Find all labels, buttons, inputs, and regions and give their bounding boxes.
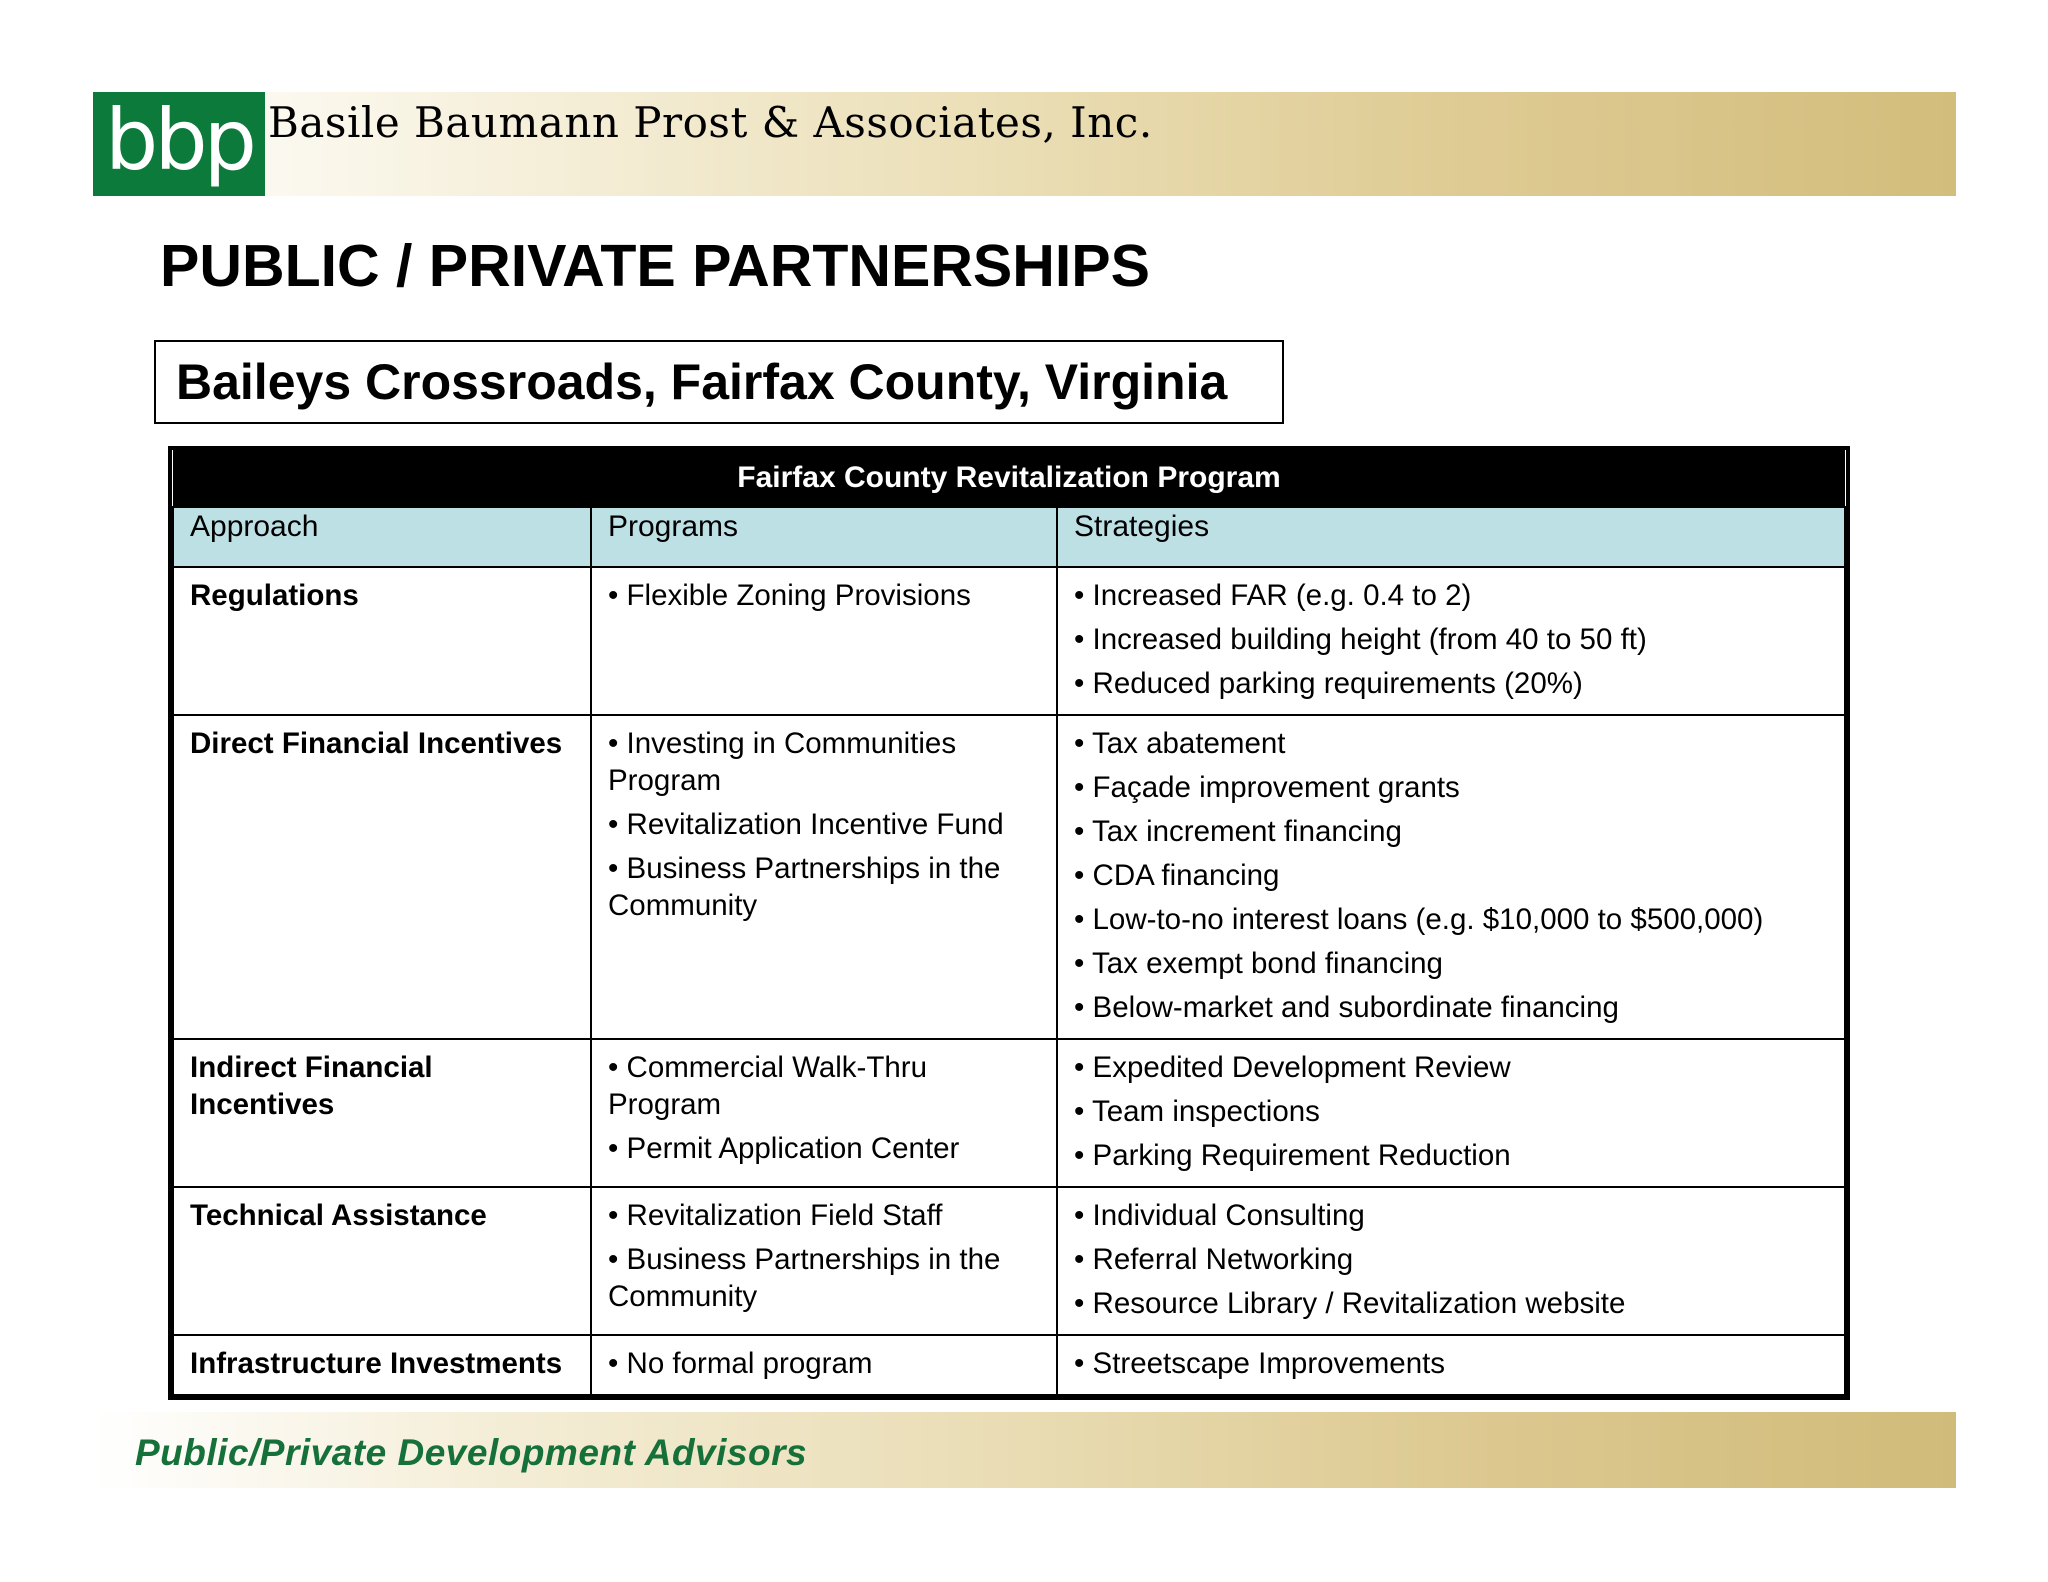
strategy-item: • Tax abatement (1074, 727, 1286, 760)
programs-cell (591, 1187, 1057, 1335)
approach-cell: Infrastructure Investments (173, 1335, 591, 1395)
column-header-strategies: Strategies (1057, 507, 1845, 567)
program-item: • Revitalization Field Staff (608, 1199, 943, 1232)
strategy-item: • Team inspections (1074, 1095, 1320, 1128)
programs-cell (591, 567, 1057, 715)
programs-cell (591, 1335, 1057, 1395)
table-row (173, 1335, 1845, 1395)
table-row (173, 715, 1845, 1039)
strategy-item: • CDA financing (1074, 859, 1280, 892)
program-item: • Commercial Walk-Thru Program (608, 1051, 928, 1121)
program-item: • Permit Application Center (608, 1132, 960, 1165)
strategy-item: • Increased FAR (e.g. 0.4 to 2) (1074, 579, 1472, 612)
strategy-item: • Streetscape Improvements (1074, 1347, 1446, 1380)
strategies-cell (1057, 1335, 1845, 1395)
program-item: • Investing in Communities Program (608, 727, 957, 797)
strategy-item: • Parking Requirement Reduction (1074, 1139, 1511, 1172)
column-header-programs: Programs (591, 507, 1057, 567)
strategy-item: • Tax exempt bond financing (1074, 947, 1443, 980)
programs-cell (591, 715, 1057, 1039)
program-table (172, 450, 1846, 1396)
column-header-approach: Approach (173, 507, 591, 567)
strategy-item: • Low-to-no interest loans (e.g. $10,000 to $500,000) (1074, 903, 1764, 936)
strategy-item: • Individual Consulting (1074, 1199, 1365, 1232)
approach-cell: Regulations (173, 567, 591, 715)
footer-tagline: Public/Private Development Advisors (135, 1432, 808, 1473)
subtitle-text: Baileys Crossroads, Fairfax County, Virginia (176, 354, 1228, 410)
logo-text: bbp (105, 91, 253, 189)
strategies-cell (1057, 1039, 1845, 1187)
column-header-row (173, 507, 1845, 567)
company-name: Basile Baumann Prost & Associates, Inc. (268, 98, 1153, 147)
strategy-item: • Expedited Development Review (1074, 1051, 1511, 1084)
strategy-item: • Tax increment financing (1074, 815, 1402, 848)
strategies-cell (1057, 567, 1845, 715)
program-item: • Flexible Zoning Provisions (608, 579, 971, 612)
table-row (173, 567, 1845, 715)
table-row (173, 1187, 1845, 1335)
program-item: • Business Partnerships in the Community (608, 852, 1001, 922)
strategy-item: • Reduced parking requirements (20%) (1074, 667, 1583, 700)
revitalization-table (168, 446, 1850, 1400)
approach-cell: Direct Financial Incentives (173, 715, 591, 1039)
strategy-item: • Façade improvement grants (1074, 771, 1460, 804)
program-item: • Revitalization Incentive Fund (608, 808, 1004, 841)
subtitle-box (154, 340, 1284, 424)
program-item: • No formal program (608, 1347, 873, 1380)
strategies-cell (1057, 1187, 1845, 1335)
strategy-item: • Increased building height (from 40 to 50 ft) (1074, 623, 1647, 656)
strategy-item: • Referral Networking (1074, 1243, 1354, 1276)
approach-cell: Technical Assistance (173, 1187, 591, 1335)
table-row (173, 1039, 1845, 1187)
table-title: Fairfax County Revitalization Program (173, 450, 1845, 507)
programs-cell (591, 1039, 1057, 1187)
page-title: PUBLIC / PRIVATE PARTNERSHIPS (160, 233, 1150, 299)
strategies-cell (1057, 715, 1845, 1039)
table-title-row (173, 450, 1845, 507)
strategy-item: • Resource Library / Revitalization website (1074, 1287, 1626, 1320)
company-logo (93, 92, 265, 196)
table-body (173, 507, 1845, 1395)
approach-cell: Indirect Financial Incentives (173, 1039, 591, 1187)
program-item: • Business Partnerships in the Community (608, 1243, 1001, 1313)
strategy-item: • Below-market and subordinate financing (1074, 991, 1619, 1024)
